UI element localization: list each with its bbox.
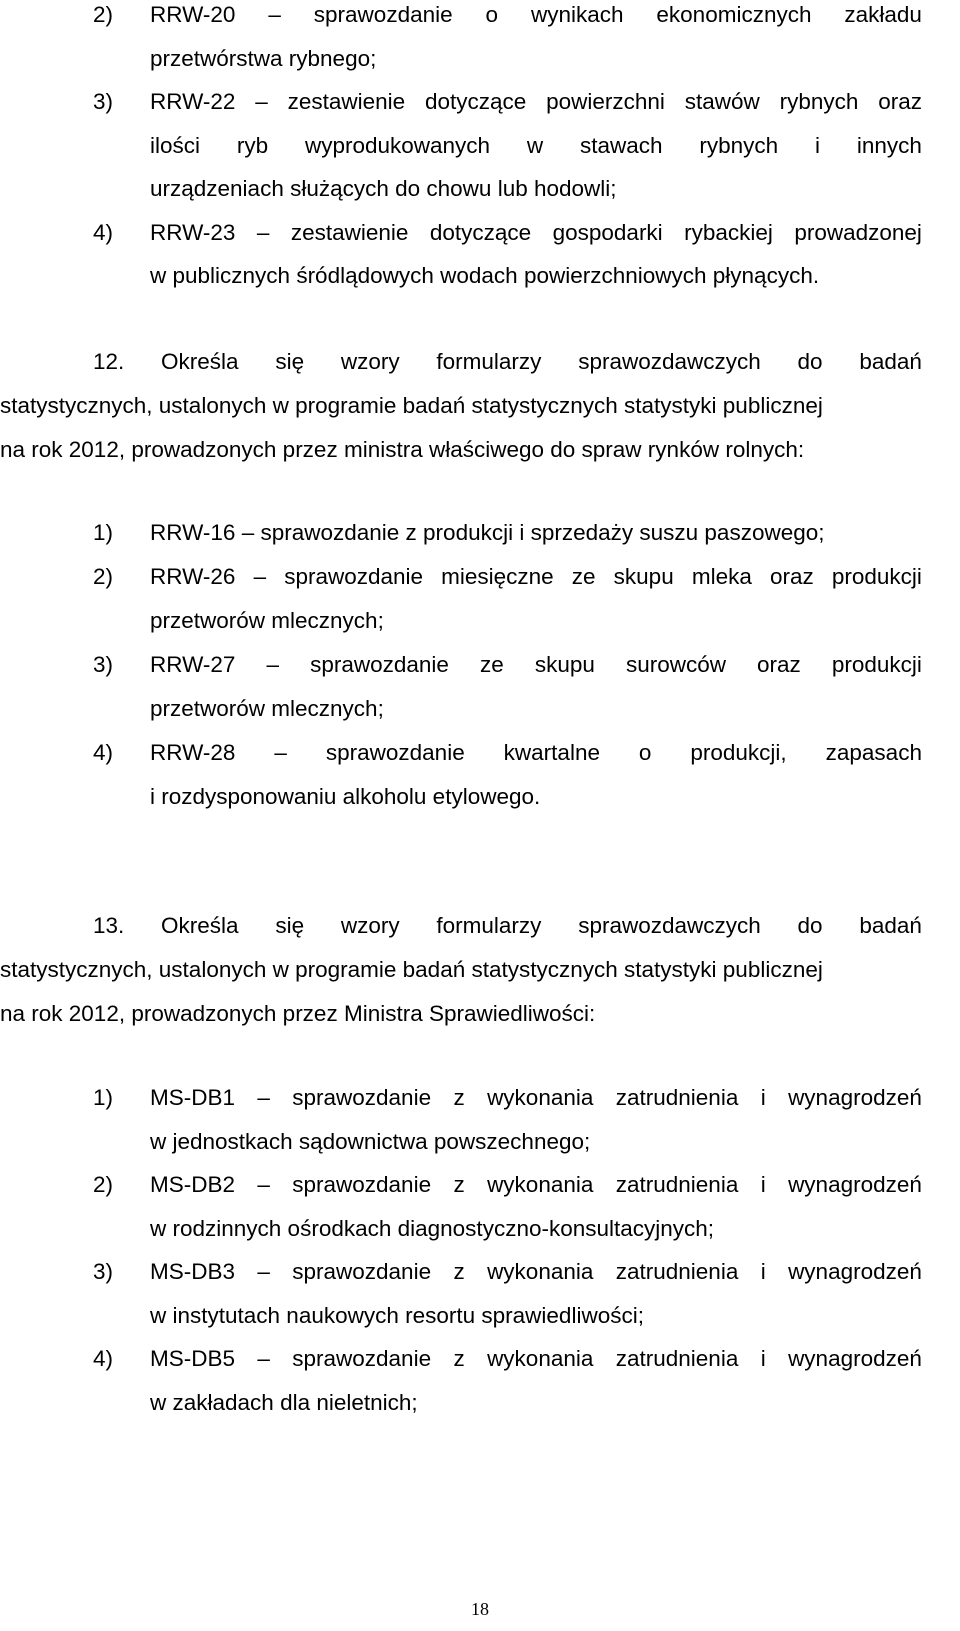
- word: sprawozdanie: [292, 1172, 432, 1197]
- word: i: [760, 1259, 766, 1284]
- word: sprawozdawczych: [578, 349, 761, 374]
- list-number: 4): [93, 219, 114, 245]
- list-number: 3): [93, 89, 114, 114]
- word: ekonomicznych: [656, 2, 812, 27]
- word: oraz: [757, 652, 801, 677]
- word: wynagrodzeń: [788, 1085, 922, 1110]
- word: wynagrodzeń: [788, 1346, 922, 1371]
- word: ze: [571, 564, 596, 589]
- list-number: 1): [93, 1085, 114, 1110]
- list-number: 3): [93, 652, 114, 677]
- word: produkcji: [831, 652, 922, 677]
- word: z: [453, 1346, 465, 1371]
- list-item-line: RRW-16 – sprawozdanie z produkcji i sprzedaży suszu paszowego;: [150, 520, 825, 545]
- word: powierzchni: [546, 89, 665, 114]
- list-item-line: przetwórstwa rybnego;: [150, 45, 377, 71]
- word: stawów: [684, 89, 760, 114]
- word: zakładu: [844, 2, 922, 27]
- list-number: 1): [93, 520, 114, 545]
- word: produkcji,: [690, 740, 787, 765]
- word: zestawienie: [287, 89, 406, 114]
- word: rybnych: [779, 89, 859, 114]
- word: sprawozdawczych: [578, 913, 761, 938]
- word: –: [253, 564, 267, 589]
- word: prowadzonej: [794, 219, 922, 245]
- list-item-line: w rodzinnych ośrodkach diagnostyczno-konsultacyjnych;: [150, 1215, 715, 1241]
- list-item-line: [150, 87, 922, 117]
- word: rybackiej: [684, 219, 773, 245]
- list-number: 2): [93, 564, 114, 589]
- word: wykonania: [487, 1346, 594, 1371]
- word: –: [257, 1172, 270, 1197]
- word: –: [257, 1346, 270, 1371]
- word: RRW-26: [150, 564, 236, 589]
- word: –: [257, 1259, 270, 1284]
- word: zapasach: [825, 740, 922, 765]
- list-item-line: [150, 1170, 922, 1200]
- list-item-line: [150, 1257, 922, 1287]
- word: do: [797, 913, 823, 938]
- list-item-line: [150, 1083, 922, 1113]
- word: w: [526, 132, 544, 158]
- word: stawach: [580, 132, 663, 158]
- list-item-line: [150, 218, 922, 248]
- word: oraz: [769, 564, 814, 589]
- word: Określa: [161, 913, 239, 938]
- word: wyprodukowanych: [304, 132, 491, 158]
- list-item-line: i rozdysponowaniu alkoholu etylowego.: [150, 784, 541, 809]
- list-item-line: przetworów mlecznych;: [150, 608, 384, 633]
- word: RRW-28: [150, 740, 236, 765]
- word: kwartalne: [503, 740, 600, 765]
- list-number: 2): [93, 2, 114, 27]
- word: produkcji: [831, 564, 922, 589]
- list-number: 2): [93, 1172, 114, 1197]
- list-item-line: [150, 131, 922, 161]
- word: Określa: [161, 349, 239, 374]
- paragraph-first-line: [93, 911, 922, 941]
- list-number: 4): [93, 1346, 114, 1371]
- word: –: [268, 2, 281, 27]
- word: dotyczące: [424, 89, 527, 114]
- word: dotyczące: [429, 219, 532, 245]
- word: 12.: [93, 349, 125, 374]
- word: o: [638, 740, 652, 765]
- word: MS-DB1: [150, 1085, 236, 1110]
- list-item-line: [150, 562, 922, 592]
- list-item-line: [150, 0, 922, 30]
- paragraph-line: statystycznych, ustalonych w programie badań statystycznych statystyki publicznej: [0, 957, 823, 982]
- word: ilości: [150, 132, 201, 158]
- word: i: [760, 1346, 766, 1371]
- word: ze: [480, 652, 504, 677]
- word: i: [760, 1172, 766, 1197]
- list-number: 3): [93, 1259, 114, 1284]
- word: RRW-20: [150, 2, 236, 27]
- word: RRW-22: [150, 89, 236, 114]
- word: z: [453, 1259, 465, 1284]
- word: wykonania: [487, 1259, 594, 1284]
- word: i: [760, 1085, 766, 1110]
- word: RRW-27: [150, 652, 236, 677]
- word: sprawozdanie: [292, 1085, 432, 1110]
- word: MS-DB2: [150, 1172, 236, 1197]
- word: zestawienie: [290, 219, 409, 245]
- list-item-line: w publicznych śródlądowych wodach powierzchniowych płynących.: [150, 263, 820, 288]
- word: –: [266, 652, 280, 677]
- word: MS-DB5: [150, 1346, 236, 1371]
- list-item-line: [150, 738, 922, 768]
- word: skupu: [534, 652, 595, 677]
- word: MS-DB3: [150, 1259, 236, 1284]
- word: o: [485, 2, 499, 27]
- word: –: [256, 219, 270, 245]
- word: gospodarki: [552, 219, 663, 245]
- word: 13.: [93, 913, 125, 938]
- word: sprawozdanie: [292, 1346, 432, 1371]
- paragraph-first-line: [93, 347, 922, 377]
- word: wzory: [340, 349, 400, 374]
- paragraph-line: na rok 2012, prowadzonych przez Ministra Sprawiedliwości:: [0, 1001, 596, 1026]
- word: zatrudnienia: [615, 1346, 739, 1371]
- word: innych: [856, 132, 922, 158]
- list-item-line: przetworów mlecznych;: [150, 696, 384, 721]
- list-number: 4): [93, 740, 114, 765]
- word: wzory: [340, 913, 400, 938]
- word: –: [255, 89, 268, 114]
- list-item-line: w zakładach dla nieletnich;: [150, 1389, 418, 1415]
- word: zatrudnienia: [615, 1172, 739, 1197]
- word: surowców: [625, 652, 726, 677]
- word: –: [257, 1085, 270, 1110]
- paragraph-line: na rok 2012, prowadzonych przez ministra właściwego do spraw rynków rolnych:: [0, 437, 805, 462]
- list-item-line: w jednostkach sądownictwa powszechnego;: [150, 1128, 591, 1154]
- word: RRW-23: [150, 219, 236, 245]
- word: z: [453, 1172, 465, 1197]
- word: –: [274, 740, 287, 765]
- word: skupu: [613, 564, 674, 589]
- word: wykonania: [487, 1172, 594, 1197]
- word: sprawozdanie: [292, 1259, 432, 1284]
- word: wynagrodzeń: [788, 1259, 922, 1284]
- word: sprawozdanie: [284, 564, 424, 589]
- word: wynikach: [530, 2, 624, 27]
- word: mleka: [691, 564, 752, 589]
- word: badań: [859, 913, 922, 938]
- list-item-line: w instytutach naukowych resortu sprawiedliwości;: [150, 1302, 644, 1328]
- word: do: [797, 349, 823, 374]
- word: wynagrodzeń: [788, 1172, 922, 1197]
- word: sprawozdanie: [325, 740, 465, 765]
- list-item-line: [150, 650, 922, 680]
- paragraph-line: statystycznych, ustalonych w programie badań statystycznych statystyki publicznej: [0, 393, 823, 418]
- page-number: 18: [471, 1599, 489, 1619]
- word: sprawozdanie: [310, 652, 449, 677]
- word: formularzy: [436, 349, 542, 374]
- word: rybnych: [699, 132, 779, 158]
- word: się: [275, 349, 305, 374]
- word: się: [275, 913, 305, 938]
- word: z: [453, 1085, 465, 1110]
- list-item-line: urządzeniach służących do chowu lub hodowli;: [150, 176, 617, 201]
- word: formularzy: [436, 913, 542, 938]
- word: ryb: [236, 132, 269, 158]
- word: sprawozdanie: [313, 2, 453, 27]
- word: zatrudnienia: [615, 1085, 739, 1110]
- list-item-line: [150, 1344, 922, 1374]
- word: oraz: [878, 89, 922, 114]
- word: zatrudnienia: [615, 1259, 739, 1284]
- word: i: [815, 132, 821, 158]
- word: badań: [859, 349, 922, 374]
- word: wykonania: [487, 1085, 594, 1110]
- word: miesięczne: [441, 564, 554, 589]
